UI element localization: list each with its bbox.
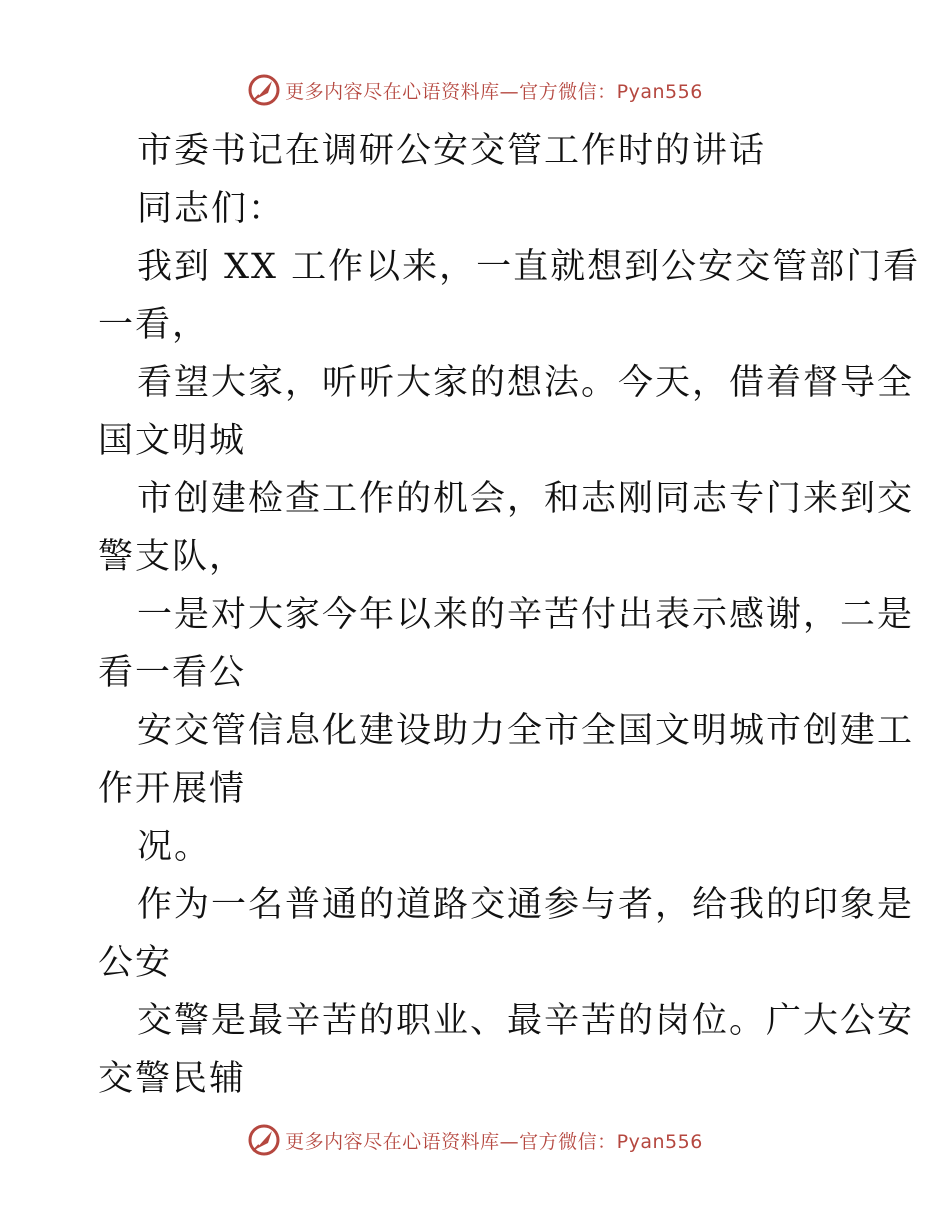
text-line: 警支队， xyxy=(98,537,247,577)
text-line: 一看， xyxy=(98,305,210,345)
feather-circle-logo-icon xyxy=(247,73,281,107)
text-line: 同志们： xyxy=(137,189,286,229)
text-line: 市委书记在调研公安交管工作时的讲话 xyxy=(137,131,767,171)
text-line: 公安 xyxy=(98,943,173,983)
text-line: 国文明城 xyxy=(98,421,247,461)
text-line: 我到 XX 工作以来，一直就想到公安交管部门看 xyxy=(137,247,921,287)
text-line: 况。 xyxy=(137,827,212,867)
document-body xyxy=(98,122,921,1108)
text-line: 交警是最辛苦的职业、最辛苦的岗位。广大公安 xyxy=(137,1001,915,1041)
feather-circle-logo-icon xyxy=(247,1123,281,1157)
footer-watermark xyxy=(0,1120,950,1160)
text-line: 一是对大家今年以来的辛苦付出表示感谢，二是 xyxy=(137,595,915,635)
text-line: 看望大家，听听大家的想法。今天，借着督导全 xyxy=(137,363,915,403)
text-line: 作开展情 xyxy=(98,769,247,809)
text-line: 交警民辅 xyxy=(98,1059,247,1099)
watermark-text: 更多内容尽在心语资料库—官方微信：Pyan556 xyxy=(285,1130,703,1153)
text-line: 看一看公 xyxy=(98,653,247,693)
text-line: 安交管信息化建设助力全市全国文明城市创建工 xyxy=(137,711,915,751)
text-line: 作为一名普通的道路交通参与者，给我的印象是 xyxy=(137,885,915,925)
watermark-text: 更多内容尽在心语资料库—官方微信：Pyan556 xyxy=(285,80,703,103)
header-watermark xyxy=(0,70,950,110)
text-line: 市创建检查工作的机会，和志刚同志专门来到交 xyxy=(137,479,915,519)
